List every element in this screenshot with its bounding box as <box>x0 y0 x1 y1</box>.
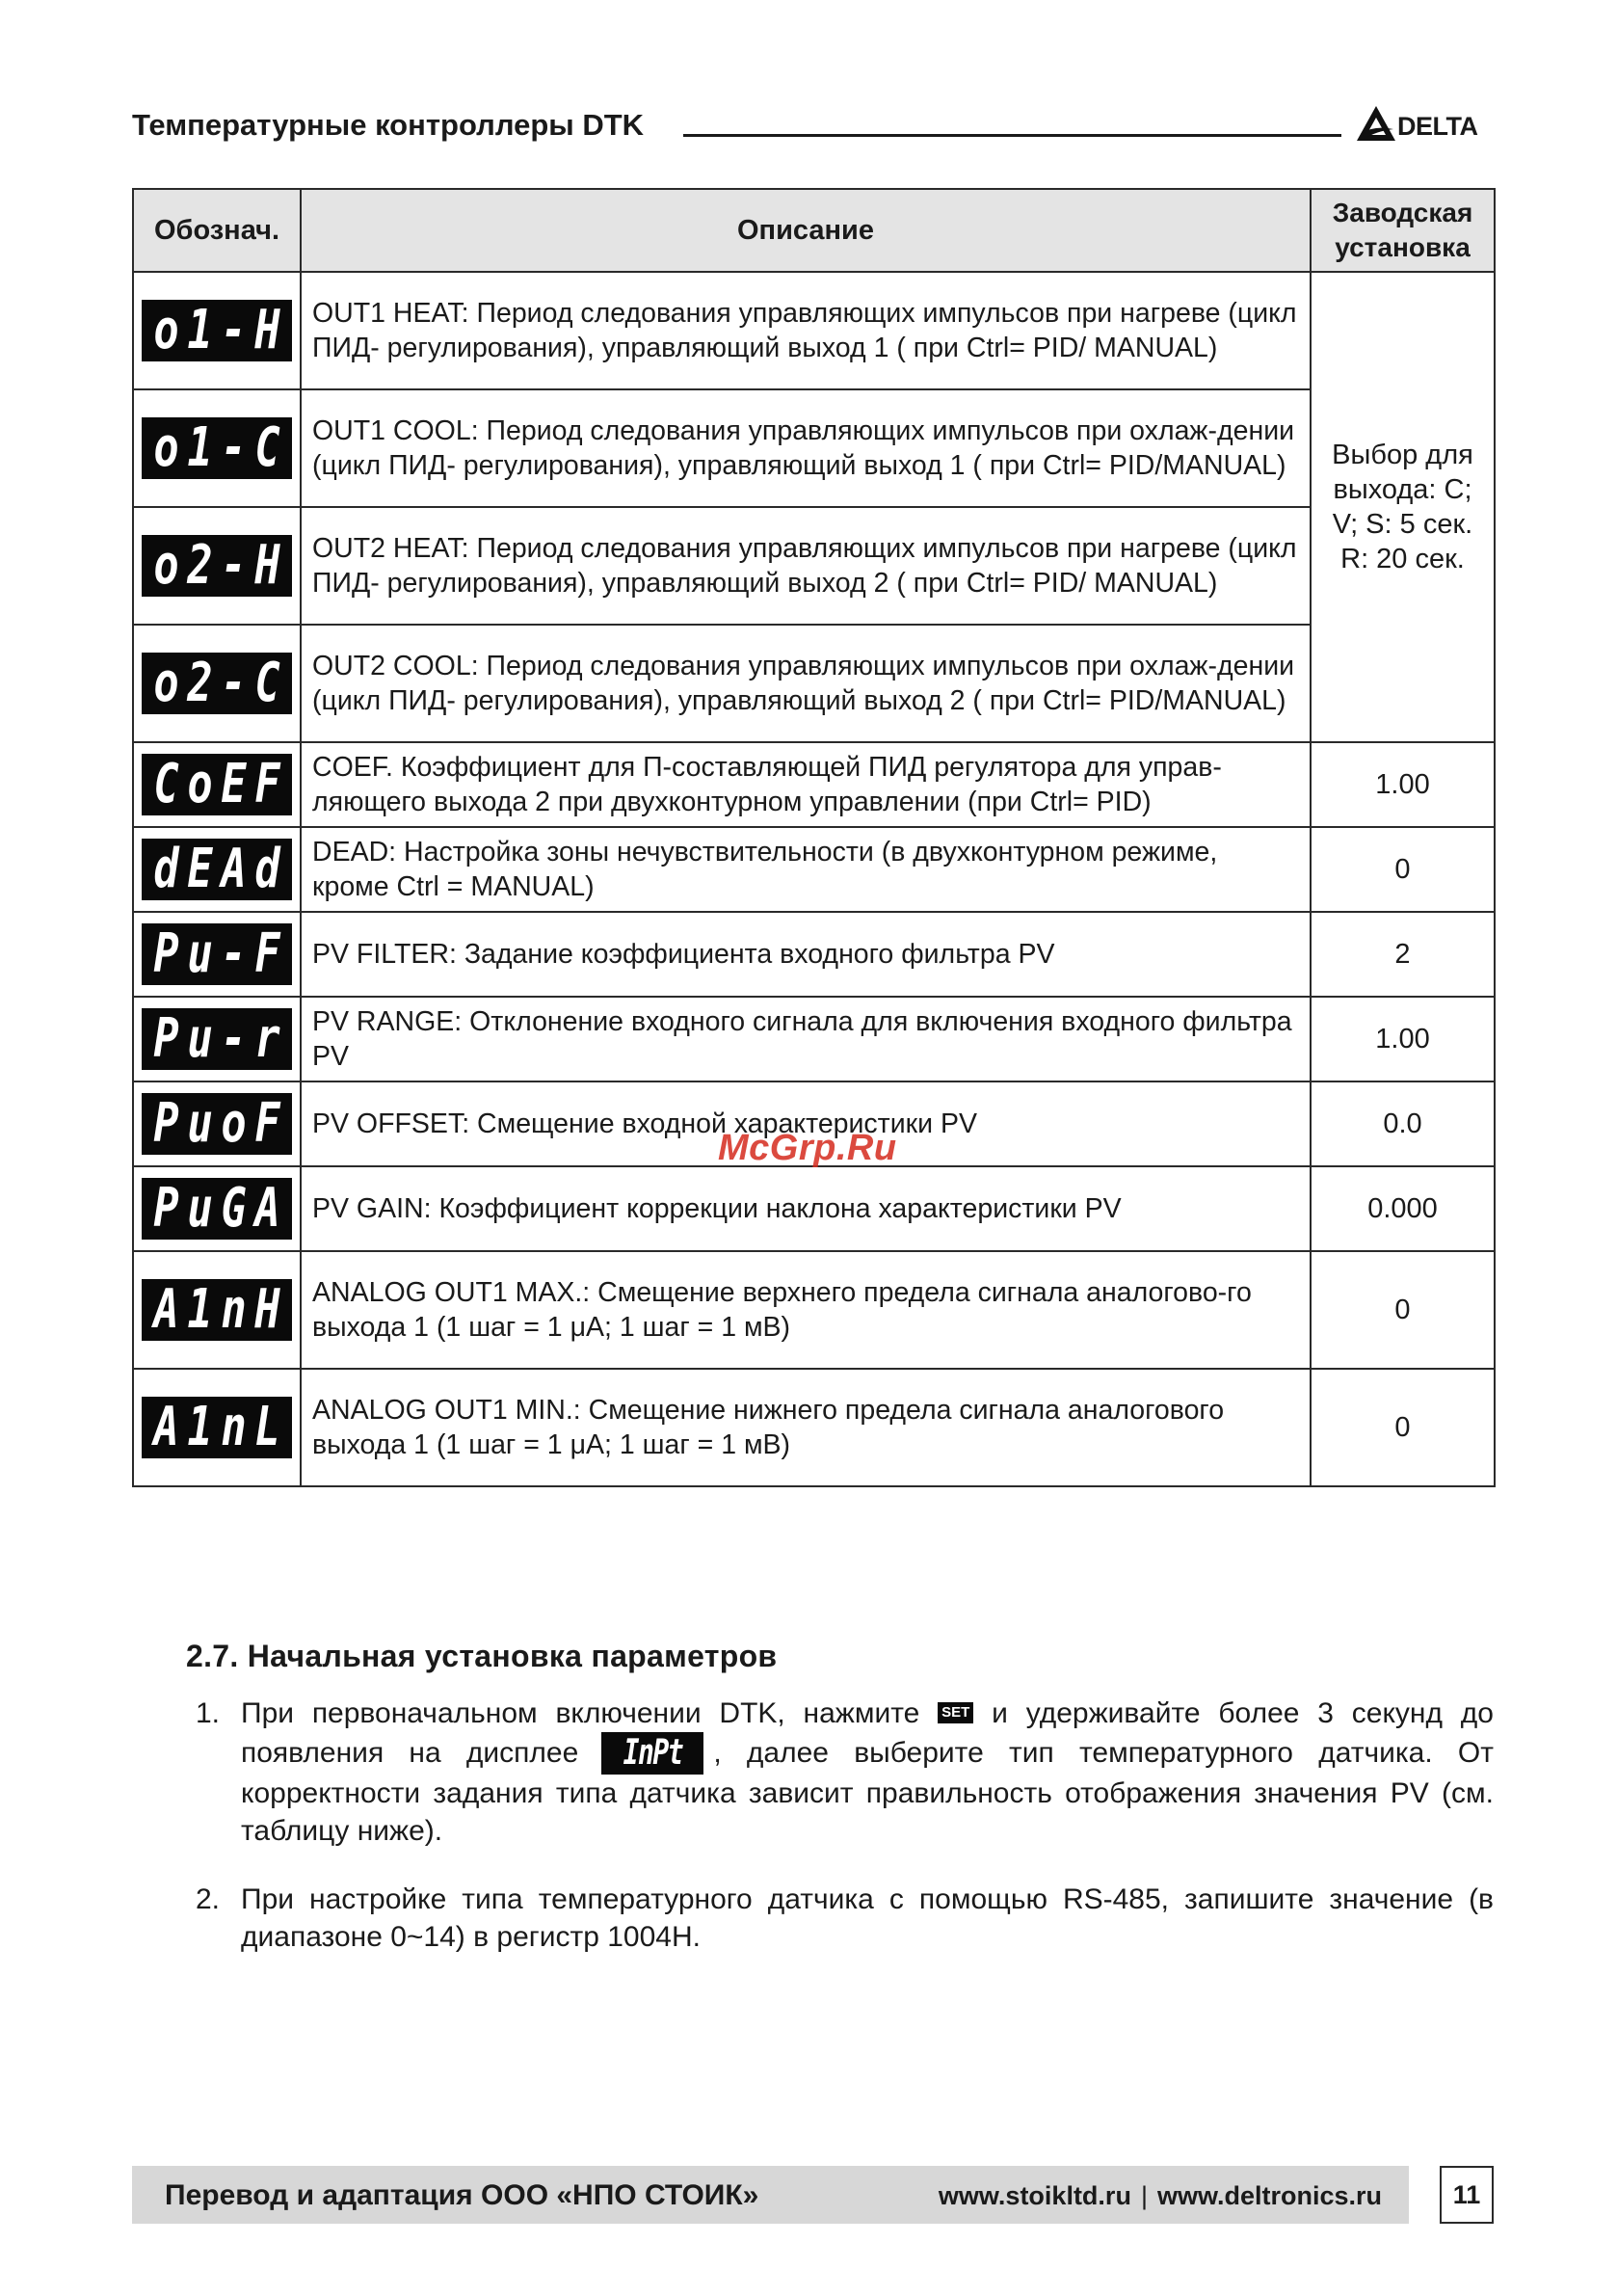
page-number: 11 <box>1440 2166 1494 2224</box>
lcd-char: - <box>221 922 247 985</box>
table-row <box>133 507 1495 625</box>
parameter-description-cell: OUT1 HEAT: Период следования управляющих импульсов при нагреве (цикл ПИД- регулирования), управляющий выход 1 ( при Ctrl= PID/ MANUAL) <box>301 272 1311 389</box>
footer-link-stoik[interactable]: www.stoikltd.ru <box>938 2181 1131 2210</box>
table-header-row <box>133 189 1495 272</box>
lcd-display-icon <box>142 1279 292 1341</box>
lcd-char: P <box>153 1177 179 1240</box>
table-row <box>133 1251 1495 1369</box>
parameter-default-cell: 0 <box>1311 1369 1495 1486</box>
parameter-description-cell: OUT1 COOL: Период следования управляющих импульсов при охлаж-дении (цикл ПИД- регулирования), управляющий выход 1 ( при Ctrl= PID/MANUAL) <box>301 389 1311 507</box>
watermark: McGrp.Ru <box>718 1128 897 1168</box>
parameter-description-cell: PV OFFSET: Смещение входной характеристики PV <box>301 1081 1311 1166</box>
header-rule <box>683 134 1341 137</box>
lcd-char: A <box>153 1396 179 1458</box>
table-row <box>133 742 1495 827</box>
parameter-description-cell: PV GAIN: Коэффициент коррекции наклона характеристики PV <box>301 1166 1311 1251</box>
lcd-char: H <box>254 534 280 597</box>
column-header-code: Обознач. <box>133 189 301 272</box>
table-row <box>133 272 1495 389</box>
lcd-char: o <box>187 753 213 815</box>
lcd-char: u <box>187 1177 213 1240</box>
brand-name: DELTA <box>1397 112 1478 141</box>
parameter-default-cell: 1.00 <box>1311 997 1495 1081</box>
lcd-display-icon <box>142 653 292 714</box>
lcd-char: u <box>187 1007 213 1070</box>
parameter-default-cell: 2 <box>1311 912 1495 997</box>
footer-separator: | <box>1140 2181 1148 2210</box>
column-header-default: Заводская установка <box>1311 189 1495 272</box>
table-row <box>133 1369 1495 1486</box>
parameter-default-cell: 0 <box>1311 1251 1495 1369</box>
lcd-char: E <box>221 753 247 815</box>
lcd-char: 1 <box>187 1278 213 1341</box>
table-row <box>133 827 1495 912</box>
set-key-icon: SET <box>938 1702 973 1723</box>
parameter-code-cell <box>133 1251 301 1369</box>
parameter-description-cell: OUT2 HEAT: Период следования управляющих импульсов при нагреве (цикл ПИД- регулирования), управляющий выход 2 ( при Ctrl= PID/ MANUAL) <box>301 507 1311 625</box>
lcd-char: - <box>221 299 247 361</box>
table-row <box>133 389 1495 507</box>
lcd-char: d <box>153 838 179 900</box>
footer-link-deltronics[interactable]: www.deltronics.ru <box>1156 2181 1382 2210</box>
lcd-char: 2 <box>187 652 213 714</box>
parameter-description-cell: ANALOG OUT1 MIN.: Смещение нижнего предела сигнала аналогового выхода 1 (1 шаг = 1 μA; 1 шаг = 1 мВ) <box>301 1369 1311 1486</box>
list-item-number: 1. <box>196 1697 221 1729</box>
lcd-display-icon <box>142 1008 292 1070</box>
lcd-char: u <box>187 1092 213 1155</box>
lcd-char: L <box>254 1396 280 1458</box>
page-header <box>132 104 1494 152</box>
lcd-char: - <box>221 652 247 714</box>
parameter-description-cell: COEF. Коэффициент для П-составляющей ПИД регулятора для управ-ляющего выхода 2 при двухконтурном управлении (при Ctrl= PID) <box>301 742 1311 827</box>
parameter-description-cell: DEAD: Настройка зоны нечувствительности (в двухконтурном режиме, кроме Ctrl = MANUAL) <box>301 827 1311 912</box>
footer-bar <box>132 2166 1409 2224</box>
lcd-char: C <box>254 416 280 479</box>
list-item-number: 2. <box>196 1883 221 1915</box>
footer-links <box>939 2181 1382 2211</box>
parameter-default-cell: 0.000 <box>1311 1166 1495 1251</box>
parameter-description-cell: PV FILTER: Задание коэффициента входного фильтра PV <box>301 912 1311 997</box>
list-item-text: и удерживайте более 3 секунд до появления на дисплее <box>241 1697 1494 1769</box>
list-item <box>196 1695 1494 1850</box>
lcd-char: E <box>187 838 213 900</box>
parameter-code-cell <box>133 625 301 742</box>
table-row <box>133 997 1495 1081</box>
table-row <box>133 1166 1495 1251</box>
lcd-char: C <box>153 753 179 815</box>
delta-logo <box>1355 104 1494 143</box>
column-header-description: Описание <box>301 189 1311 272</box>
lcd-char: o <box>153 299 179 361</box>
parameter-description-cell: PV RANGE: Отклонение входного сигнала для включения входного фильтра PV <box>301 997 1311 1081</box>
lcd-char: G <box>221 1177 247 1240</box>
parameter-code-cell <box>133 912 301 997</box>
lcd-char: F <box>254 753 280 815</box>
lcd-char: C <box>254 652 280 714</box>
lcd-char: n <box>221 1396 247 1458</box>
section-title: 2.7. Начальная установка параметров <box>186 1639 778 1673</box>
lcd-char: F <box>254 1092 280 1155</box>
lcd-char: 1 <box>187 1396 213 1458</box>
parameter-description-cell: ANALOG OUT1 MAX.: Смещение верхнего предела сигнала аналогово-го выхода 1 (1 шаг = 1 μA; 1 шаг = 1 мВ) <box>301 1251 1311 1369</box>
lcd-char: 2 <box>187 534 213 597</box>
lcd-char: A <box>254 1177 280 1240</box>
lcd-display-icon <box>142 1093 292 1155</box>
lcd-char: o <box>153 416 179 479</box>
lcd-char: n <box>221 1278 247 1341</box>
parameter-description-cell: OUT2 COOL: Период следования управляющих импульсов при охлаж-дении (цикл ПИД- регулирования), управляющий выход 2 ( при Ctrl= PID/MANUAL) <box>301 625 1311 742</box>
parameter-code-cell <box>133 827 301 912</box>
lcd-display-icon <box>601 1732 703 1775</box>
list-item <box>196 1881 1494 1956</box>
lcd-char: F <box>254 922 280 985</box>
lcd-display-icon <box>142 1397 292 1458</box>
parameter-code-cell <box>133 997 301 1081</box>
lcd-display-icon <box>142 300 292 361</box>
shared-default-cell: Выбор для выхода: C; V; S: 5 сек. R: 20 сек. <box>1311 272 1495 742</box>
parameter-default-cell: 1.00 <box>1311 742 1495 827</box>
page-footer <box>132 2166 1494 2224</box>
lcd-char: P <box>153 1007 179 1070</box>
parameter-code-cell <box>133 742 301 827</box>
parameter-code-cell <box>133 1081 301 1166</box>
list-item-text: При настройке типа температурного датчика с помощью RS-485, запишите значение (в диапазоне 0~14) в регистр 1004H. <box>241 1883 1494 1953</box>
lcd-char: H <box>254 1278 280 1341</box>
delta-triangle-icon <box>1355 104 1397 143</box>
parameter-code-cell <box>133 272 301 389</box>
list-item-text: При первоначальном включении DTK, нажмите <box>241 1697 920 1729</box>
lcd-char: o <box>153 652 179 714</box>
lcd-char: d <box>254 838 280 900</box>
lcd-char: InPt <box>623 1733 682 1773</box>
lcd-char: u <box>187 922 213 985</box>
lcd-char: r <box>254 1007 280 1070</box>
lcd-display-icon <box>142 417 292 479</box>
parameter-code-cell <box>133 389 301 507</box>
lcd-char: o <box>153 534 179 597</box>
lcd-char: P <box>153 922 179 985</box>
parameters-table <box>132 188 1496 1487</box>
parameter-code-cell <box>133 1369 301 1486</box>
lcd-char: - <box>221 534 247 597</box>
lcd-char: - <box>221 1007 247 1070</box>
lcd-char: A <box>153 1278 179 1341</box>
lcd-char: 1 <box>187 299 213 361</box>
header-title: Температурные контроллеры DTK <box>132 108 645 142</box>
lcd-char: o <box>221 1092 247 1155</box>
table-row <box>133 625 1495 742</box>
lcd-char: 1 <box>187 416 213 479</box>
lcd-display-icon <box>142 839 292 900</box>
list-item-text: , далее выберите тип температурного датчика. От корректности задания типа датчика зависит правильность отображения значения PV (см. таблицу ниже). <box>241 1737 1494 1847</box>
lcd-display-icon <box>142 535 292 597</box>
parameter-code-cell <box>133 507 301 625</box>
table-row <box>133 912 1495 997</box>
footer-credit: Перевод и адаптация ООО «НПО СТОИК» <box>165 2179 759 2211</box>
parameter-default-cell: 0 <box>1311 827 1495 912</box>
parameter-default-cell: 0.0 <box>1311 1081 1495 1166</box>
lcd-display-icon <box>142 1178 292 1240</box>
lcd-char: A <box>221 838 247 900</box>
lcd-char: P <box>153 1092 179 1155</box>
lcd-display-icon <box>142 923 292 985</box>
lcd-char: H <box>254 299 280 361</box>
parameter-code-cell <box>133 1166 301 1251</box>
lcd-char: - <box>221 416 247 479</box>
lcd-display-icon <box>142 754 292 815</box>
